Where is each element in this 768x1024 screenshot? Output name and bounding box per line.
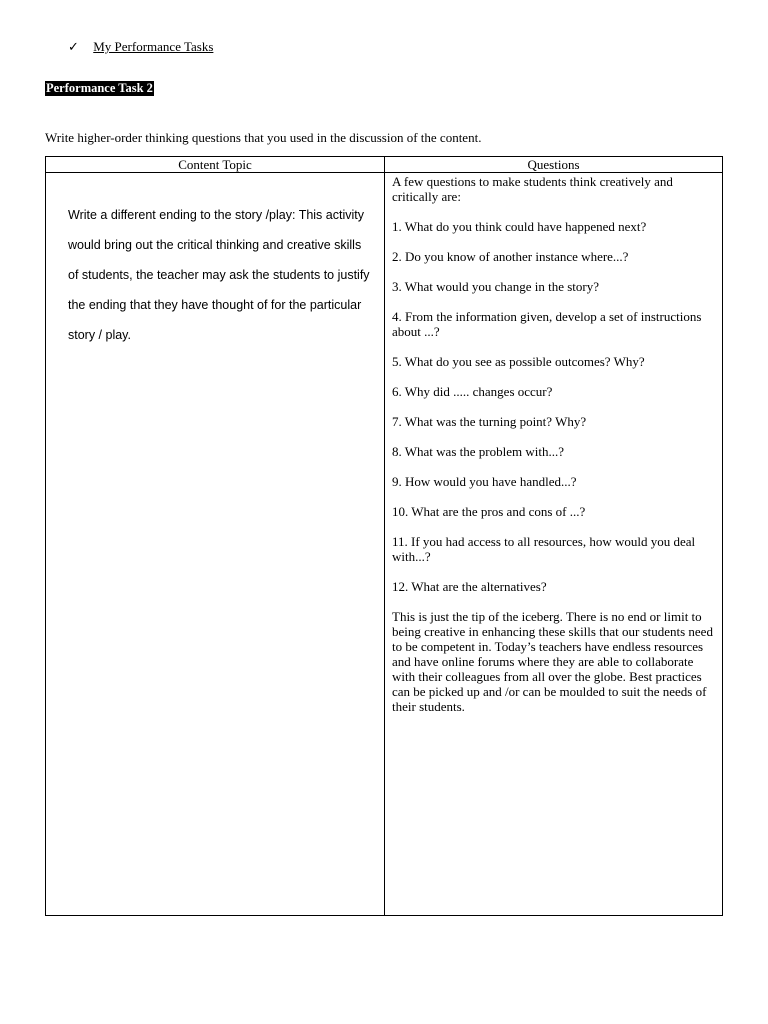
instruction-text: Write higher-order thinking questions that you used in the discussion of the content. xyxy=(45,130,482,145)
task-title: Performance Task 2 xyxy=(46,81,153,95)
header-content-topic: Content Topic xyxy=(46,157,385,173)
question-item: 6. Why did ..... changes occur? xyxy=(392,384,553,399)
questions-cell xyxy=(385,173,723,916)
question-item: 2. Do you know of another instance where...? xyxy=(392,249,629,264)
question-item: 10. What are the pros and cons of ...? xyxy=(392,504,586,519)
table-header-row xyxy=(46,157,723,173)
question-item: 5. What do you see as possible outcomes? Why? xyxy=(392,354,645,369)
performance-tasks-item xyxy=(68,39,213,55)
question-item: 1. What do you think could have happened next? xyxy=(392,219,647,234)
questions-intro: A few questions to make students think creatively and critically are: xyxy=(392,174,673,204)
performance-tasks-link[interactable]: My Performance Tasks xyxy=(93,39,214,54)
question-item: 4. From the information given, develop a set of instructions about ...? xyxy=(392,309,702,339)
closing-paragraph: This is just the tip of the iceberg. There is no end or limit to being creative in enhancing these skills that our students need to be competent in. Today’s teachers have endless resources and have online forums where they are able to collaborate with their colleagues from all over the globe. Best practices can be picked up and /or can be moulded to suit the needs of their students. xyxy=(392,609,713,714)
questions-list xyxy=(385,173,722,714)
question-item: 3. What would you change in the story? xyxy=(392,279,599,294)
content-topic-text: Write a different ending to the story /play: This activity would bring out the critical thinking and creative skills of students, the teacher may ask the students to justify the ending that they have thought of for the particular story / play. xyxy=(68,208,370,342)
content-topic-cell xyxy=(46,173,385,916)
header-questions: Questions xyxy=(385,157,723,173)
table-row xyxy=(46,173,723,916)
checkmark-icon: ✓ xyxy=(68,39,79,54)
question-item: 9. How would you have handled...? xyxy=(392,474,577,489)
question-item: 12. What are the alternatives? xyxy=(392,579,547,594)
questions-table xyxy=(45,156,723,916)
question-item: 11. If you had access to all resources, how would you deal with...? xyxy=(392,534,696,564)
question-item: 8. What was the problem with...? xyxy=(392,444,564,459)
question-item: 7. What was the turning point? Why? xyxy=(392,414,587,429)
